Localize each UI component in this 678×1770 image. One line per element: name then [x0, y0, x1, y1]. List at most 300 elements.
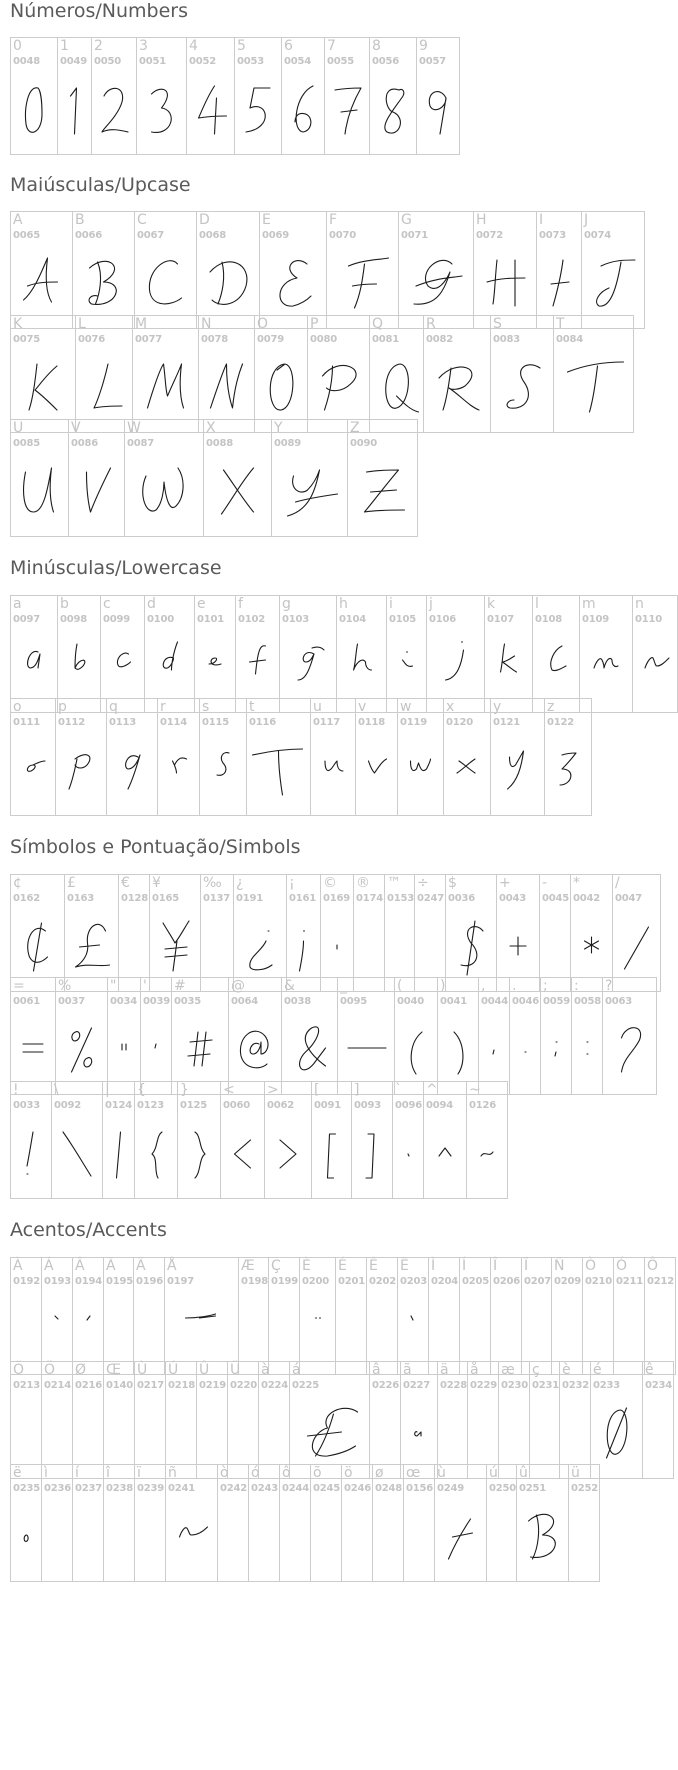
glyph-code-label: 0121 [493, 717, 521, 728]
glyph-sample-code-0040 [395, 978, 437, 1094]
glyph-code-label: 0044 [481, 996, 509, 1007]
glyph-stroke [148, 364, 184, 408]
glyph-sample-code-0034 [108, 978, 140, 1094]
glyph-stroke [510, 937, 526, 955]
glyph-char-label: W [127, 420, 141, 436]
glyph-stroke [403, 652, 413, 666]
glyph-cell-code-0161 [286, 874, 321, 992]
glyph-char-label: T [556, 316, 565, 332]
glyph-code-label: 0055 [327, 56, 355, 67]
glyph-sample-upper-c [135, 212, 196, 328]
glyph-code-label: 0069 [262, 230, 290, 241]
glyph-stroke [235, 1140, 251, 1168]
glyph-cell-code-0156 [403, 1464, 435, 1582]
glyph-code-label: 0251 [519, 1483, 547, 1494]
glyph-sample-lower-r [158, 699, 199, 815]
glyph-stroke [594, 658, 618, 668]
glyph-code-label: 0114 [160, 717, 188, 728]
glyph-code-label: 0059 [543, 996, 571, 1007]
glyph-code-label: 0036 [448, 893, 476, 904]
glyph-stroke [449, 1519, 473, 1559]
glyph-stroke [27, 761, 45, 771]
glyph-code-label: 0115 [202, 717, 230, 728]
glyph-sample-code-0060 [221, 1082, 264, 1198]
glyph-cell-lower-c [100, 595, 145, 713]
glyph-sample-code-0046 [510, 978, 540, 1094]
glyph-code-label: 0140 [106, 1380, 134, 1391]
glyph-code-label: 0052 [189, 56, 217, 67]
glyph-char-label: ú [489, 1465, 498, 1481]
glyph-char-label: ò [220, 1465, 229, 1481]
glyph-char-label: w [400, 699, 412, 715]
glyph-code-label: 0174 [356, 893, 384, 904]
glyph-stroke [386, 364, 419, 412]
glyph-cell-code-0229 [467, 1361, 499, 1479]
glyph-char-label: 8 [372, 38, 381, 54]
glyph-code-label: 0106 [429, 614, 457, 625]
glyph-char-label: \ [54, 1082, 59, 1098]
glyph-char-label: Ö [44, 1362, 56, 1378]
glyph-cell-code-0210 [582, 1257, 614, 1378]
glyph-code-label: 0118 [358, 717, 386, 728]
glyph-code-label: 0203 [400, 1276, 428, 1287]
glyph-cell-lower-l [532, 595, 580, 713]
glyph-cell-lower-q [106, 698, 158, 816]
glyph-cell-code-0193 [41, 1257, 73, 1378]
glyph-code-label: 0098 [60, 614, 88, 625]
glyph-sample-code-0043 [497, 875, 539, 994]
glyph-sample-lower-n [633, 596, 677, 712]
glyph-sample-lower-q [107, 699, 157, 815]
glyph-sample-code-0123 [135, 1082, 177, 1198]
glyph-cell-code-0214 [41, 1361, 73, 1479]
glyph-char-label: _ [340, 978, 347, 994]
glyph-cell-code-0219 [196, 1361, 228, 1479]
glyph-code-label: 0101 [197, 614, 225, 625]
glyph-code-label: 0112 [58, 717, 86, 728]
glyph-stroke [411, 1316, 413, 1320]
glyph-char-label: ™ [387, 875, 401, 891]
glyph-cell-code-0059 [540, 977, 572, 1095]
glyph-char-label: ø [375, 1465, 384, 1481]
glyph-char-label: Í [462, 1258, 467, 1274]
glyph-cell-code-0047 [612, 874, 661, 992]
glyph-sample-code-0162 [11, 875, 64, 994]
glyph-cell-code-0238 [103, 1464, 135, 1582]
glyph-cell-upper-w [124, 419, 204, 537]
glyph-code-label: 0117 [313, 717, 341, 728]
glyph-stroke [335, 88, 361, 134]
glyph-char-label: á [292, 1362, 301, 1378]
glyph-stroke [55, 1316, 58, 1319]
glyph-code-label: 0236 [44, 1483, 72, 1494]
glyph-stroke [155, 1044, 156, 1048]
glyph-stroke [72, 1028, 92, 1072]
glyph-stroke [298, 647, 324, 680]
glyph-stroke [188, 1032, 212, 1066]
glyph-code-label: 0234 [645, 1380, 673, 1391]
glyph-cell-code-0123 [134, 1081, 178, 1199]
glyph-code-label: 0252 [571, 1483, 599, 1494]
glyph-char-label: O [257, 316, 269, 332]
glyph-char-label: © [323, 875, 337, 891]
glyph-cell-code-0035 [171, 977, 229, 1098]
glyph-cell-code-0033 [10, 1081, 52, 1199]
glyph-sample-code-0095 [338, 978, 394, 1094]
glyph-sample-code-0169 [321, 875, 353, 994]
glyph-char-label: ì [44, 1465, 48, 1481]
glyph-code-label: 0075 [13, 334, 41, 345]
glyph-cell-code-0233 [590, 1361, 643, 1479]
glyph-char-label: ) [440, 978, 446, 994]
glyph-cell-digit-six [281, 37, 325, 155]
glyph-cell-code-0209 [551, 1257, 583, 1378]
glyph-char-label: Æ [241, 1258, 255, 1274]
glyph-char-label: Ì [431, 1258, 436, 1274]
glyph-code-label: 0079 [257, 334, 285, 345]
glyph-cell-lower-d [144, 595, 195, 713]
glyph-code-label: 0212 [647, 1276, 675, 1287]
glyph-char-label: Ë [400, 1258, 409, 1274]
glyph-sample-upper-k [11, 316, 75, 432]
glyph-char-label: 0 [13, 38, 22, 54]
glyph-char-label: æ [501, 1362, 515, 1378]
glyph-sample-code-0042 [571, 875, 613, 994]
glyph-cell-code-0042 [570, 874, 613, 992]
glyph-sample-code-0126 [467, 1082, 507, 1198]
glyph-stroke [288, 470, 338, 516]
glyph-char-label: í [75, 1465, 79, 1481]
glyph-code-label: 0249 [437, 1483, 465, 1494]
glyph-cell-code-0126 [466, 1081, 508, 1199]
glyph-code-label: 0087 [127, 438, 155, 449]
glyph-char-label: b [60, 596, 69, 612]
glyph-code-label: 0220 [230, 1380, 258, 1391]
glyph-sample-code-0241 [166, 1465, 217, 1581]
glyph-sample-upper-s [491, 316, 553, 432]
glyph-code-label: 0063 [605, 996, 633, 1007]
glyph-cell-code-0249 [434, 1464, 487, 1582]
glyph-code-label: 0105 [389, 614, 417, 625]
glyph-cell-code-0192 [10, 1257, 42, 1378]
glyph-code-label: 0042 [573, 893, 601, 904]
glyph-cell-code-0226 [369, 1361, 401, 1479]
glyph-sample-code-0165 [150, 875, 200, 994]
glyph-char-label: Á [44, 1258, 54, 1274]
glyph-sample-code-0062 [265, 1082, 311, 1198]
glyph-cell-code-0241 [165, 1464, 218, 1582]
glyph-cell-lower-g [279, 595, 337, 713]
glyph-cell-upper-v [68, 419, 125, 537]
glyph-cell-code-0228 [437, 1361, 468, 1479]
glyph-cell-code-0246 [341, 1464, 373, 1582]
glyph-stroke [280, 261, 311, 307]
glyph-code-label: 0241 [168, 1483, 196, 1494]
glyph-sample-code-0091 [312, 1082, 351, 1198]
glyph-cell-code-0243 [248, 1464, 280, 1582]
glyph-char-label: + [499, 875, 511, 891]
glyph-cell-lower-n [632, 595, 678, 713]
glyph-stroke [149, 261, 181, 304]
glyph-stroke [87, 468, 111, 512]
glyph-code-label: 0081 [372, 334, 400, 345]
glyph-char-label: ] [354, 1082, 360, 1098]
numbers-section-heading: Números/Numbers [10, 0, 188, 22]
glyph-code-label: 0039 [143, 996, 171, 1007]
glyph-cell-code-0094 [423, 1081, 467, 1199]
glyph-stroke [411, 759, 431, 771]
glyph-stroke [89, 261, 116, 304]
glyph-code-label: 0060 [223, 1100, 251, 1111]
glyph-sample-lower-w [398, 699, 443, 815]
glyph-code-label: 0202 [369, 1276, 397, 1287]
glyph-char-label: ç [532, 1362, 540, 1378]
glyph-sample-code-0251 [517, 1465, 568, 1581]
lower-glyph-row [10, 698, 591, 816]
glyph-cell-code-0224 [258, 1361, 290, 1479]
glyph-stroke [163, 921, 189, 971]
glyph-code-label: 0065 [13, 230, 41, 241]
glyph-char-label: J [584, 212, 589, 228]
upper-glyph-row [10, 419, 417, 537]
glyph-char-label: ¢ [13, 875, 22, 891]
glyph-code-label: 0080 [310, 334, 338, 345]
glyph-stroke [607, 1408, 627, 1458]
glyph-stroke [551, 260, 569, 306]
upper-glyph-row [10, 211, 644, 332]
glyph-char-label: x [446, 699, 455, 715]
glyph-sample-digit-four [187, 38, 234, 154]
glyph-sample-code-0037 [56, 978, 107, 1094]
glyph-sample-code-0094 [424, 1082, 466, 1198]
glyph-char-label: ; [543, 978, 548, 994]
glyph-cell-lower-u [310, 698, 356, 816]
glyph-code-label: 0162 [13, 893, 41, 904]
glyph-stroke [369, 759, 387, 773]
glyph-sample-code-0194 [73, 1258, 103, 1374]
glyph-char-label: ü [571, 1465, 580, 1481]
glyph-sample-code-0249 [435, 1465, 486, 1581]
glyph-code-label: 0072 [476, 230, 504, 241]
glyph-sample-upper-f [327, 212, 398, 328]
glyph-char-label: % [58, 978, 72, 994]
glyph-char-label: 2 [94, 38, 103, 54]
glyph-char-label: * [573, 875, 580, 891]
glyph-code-label: 0083 [493, 334, 521, 345]
numbers-glyph-row [10, 37, 459, 155]
glyph-cell-code-0064 [228, 977, 282, 1098]
glyph-char-label: ï [137, 1465, 141, 1481]
glyph-cell-lower-p [55, 698, 107, 816]
glyph-cell-code-0251 [516, 1464, 569, 1582]
glyph-cell-digit-three [136, 37, 187, 155]
glyph-sample-digit-eight [370, 38, 416, 154]
glyph-stroke [87, 1316, 90, 1320]
glyph-sample-upper-m [133, 316, 198, 432]
glyph-code-label: 0103 [282, 614, 310, 625]
glyph-sample-lower-j [427, 596, 484, 715]
glyph-char-label: | [105, 1082, 110, 1098]
glyph-cell-upper-q [369, 315, 424, 433]
glyph-code-label: 0211 [616, 1276, 644, 1287]
glyph-sample-lower-t [247, 699, 310, 815]
glyph-sample-upper-v [69, 420, 124, 536]
glyph-stroke [26, 88, 43, 132]
glyph-code-label: 0034 [110, 996, 138, 1007]
glyph-stroke [24, 258, 58, 302]
glyph-stroke [295, 86, 313, 132]
glyph-cell-code-0063 [602, 977, 657, 1095]
glyph-char-label: [ [314, 1082, 320, 1098]
glyph-char-label: Y [274, 420, 283, 436]
glyph-code-label: 0227 [403, 1380, 431, 1391]
glyph-code-label: 0092 [54, 1100, 82, 1111]
glyph-stroke [27, 1132, 33, 1174]
glyph-cell-code-0128 [118, 874, 150, 992]
glyph-cell-lower-s [199, 698, 247, 816]
glyph-cell-code-0044 [478, 977, 510, 1095]
glyph-char-label: ` [395, 1082, 402, 1098]
glyph-cell-lower-y [490, 698, 545, 816]
glyph-sample-upper-q [370, 316, 423, 432]
glyph-char-label: $ [448, 875, 457, 891]
glyph-char-label: à [261, 1362, 270, 1378]
glyph-cell-code-0248 [372, 1464, 404, 1582]
glyph-sample-digit-zero [11, 38, 57, 154]
glyph-code-label: 0104 [339, 614, 367, 625]
glyph-char-label: : [574, 978, 579, 994]
glyph-char-label: Õ [13, 1362, 25, 1378]
glyph-code-label: 0090 [350, 438, 378, 449]
glyph-char-label: ' [143, 978, 147, 994]
glyph-char-label: Û [199, 1362, 210, 1378]
glyph-char-label: - [542, 875, 548, 891]
glyph-cell-code-0040 [394, 977, 438, 1098]
glyph-stroke [94, 364, 122, 408]
glyph-stroke [246, 88, 270, 132]
glyph-char-label: Z [350, 420, 360, 436]
glyph-code-label: 0238 [106, 1483, 134, 1494]
glyph-cell-upper-j [581, 211, 645, 329]
symbols-glyph-row [10, 874, 660, 992]
glyph-code-label: 0123 [137, 1100, 165, 1111]
glyph-char-label: V [71, 420, 81, 436]
glyph-cell-digit-four [186, 37, 235, 155]
glyph-stroke [152, 89, 172, 132]
glyph-cell-upper-o [254, 315, 308, 436]
glyph-char-label: G [401, 212, 412, 228]
glyph-stroke [446, 642, 464, 680]
glyph-cell-code-0034 [105, 977, 141, 1098]
glyph-code-label: 0137 [203, 893, 231, 904]
glyph-sample-upper-b [73, 212, 134, 328]
glyph-char-label: L [78, 316, 86, 332]
glyph-sample-upper-l [76, 316, 132, 432]
glyph-code-label: 0224 [261, 1380, 289, 1391]
glyph-char-label: ã [403, 1362, 412, 1378]
glyph-cell-digit-five [234, 37, 282, 155]
glyph-sample-upper-n [199, 316, 254, 432]
glyph-char-label: Ñ [554, 1258, 565, 1274]
glyph-char-label: = [13, 978, 25, 994]
glyph-char-label: l [535, 596, 539, 612]
glyph-sample-lower-f [236, 596, 279, 715]
glyph-cell-upper-i [536, 211, 582, 332]
glyph-char-label: c [103, 596, 111, 612]
glyph-code-label: 0169 [323, 893, 351, 904]
glyph-cell-code-0230 [498, 1361, 530, 1479]
glyph-code-label: 0100 [147, 614, 175, 625]
glyph-stroke [385, 89, 404, 133]
glyph-cell-lower-z [544, 698, 592, 816]
glyph-cell-upper-r [423, 315, 491, 433]
glyph-cell-code-0217 [134, 1361, 166, 1479]
glyph-code-label: 0201 [338, 1276, 366, 1287]
glyph-char-label: Å [167, 1258, 177, 1274]
glyph-cell-upper-f [326, 211, 399, 332]
glyph-sample-lower-v [356, 699, 397, 815]
glyph-cell-code-0036 [445, 874, 497, 992]
glyph-char-label: . [512, 978, 517, 994]
glyph-cell-upper-n [198, 315, 255, 436]
glyph-sample-lower-y [491, 699, 544, 815]
glyph-sample-lower-e [195, 596, 235, 715]
glyph-char-label: H [476, 212, 487, 228]
glyph-sample-upper-z [348, 420, 417, 536]
glyph-char-label: œ [406, 1465, 421, 1481]
glyph-sample-upper-x [204, 420, 271, 536]
glyph-cell-code-0093 [351, 1081, 393, 1199]
glyph-stroke [529, 1514, 556, 1559]
glyph-stroke [122, 1044, 126, 1050]
glyph-char-label: K [13, 316, 23, 332]
glyph-sample-upper-y [272, 420, 347, 536]
glyph-stroke [560, 753, 576, 785]
glyph-cell-upper-d [196, 211, 260, 332]
glyph-code-label: 0109 [582, 614, 610, 625]
glyph-cell-upper-c [134, 211, 197, 332]
glyph-cell-code-0199 [268, 1257, 301, 1378]
glyph-char-label: t [249, 699, 255, 715]
glyph-cell-upper-h [473, 211, 537, 332]
glyph-code-label: 0128 [121, 893, 149, 904]
glyph-char-label: ~ [469, 1082, 481, 1098]
glyph-code-label: 0056 [372, 56, 400, 67]
glyph-char-label: z [547, 699, 555, 715]
glyph-code-label: 0245 [313, 1483, 341, 1494]
glyph-cell-code-0153 [384, 874, 415, 992]
glyph-code-label: 0061 [13, 996, 41, 1007]
glyph-sample-digit-five [235, 38, 281, 154]
glyph-code-label: 0050 [94, 56, 122, 67]
glyph-cell-code-0231 [529, 1361, 560, 1479]
glyph-code-label: 0067 [137, 230, 165, 241]
glyph-char-label: y [493, 699, 502, 715]
glyph-stroke [63, 1132, 91, 1176]
glyph-code-label: 0153 [387, 893, 415, 904]
glyph-stroke [143, 468, 183, 511]
glyph-cell-code-0218 [165, 1361, 197, 1479]
glyph-char-label: ^ [426, 1082, 438, 1098]
glyph-cell-code-0225 [289, 1361, 370, 1479]
glyph-code-label: 0047 [615, 893, 643, 904]
glyph-sample-lower-z [545, 699, 591, 815]
glyph-sample-digit-one [58, 38, 91, 154]
glyph-stroke [163, 642, 177, 670]
glyph-code-label: 0107 [487, 614, 515, 625]
glyph-char-label: @ [231, 978, 245, 994]
glyph-cell-code-0140 [103, 1361, 135, 1479]
